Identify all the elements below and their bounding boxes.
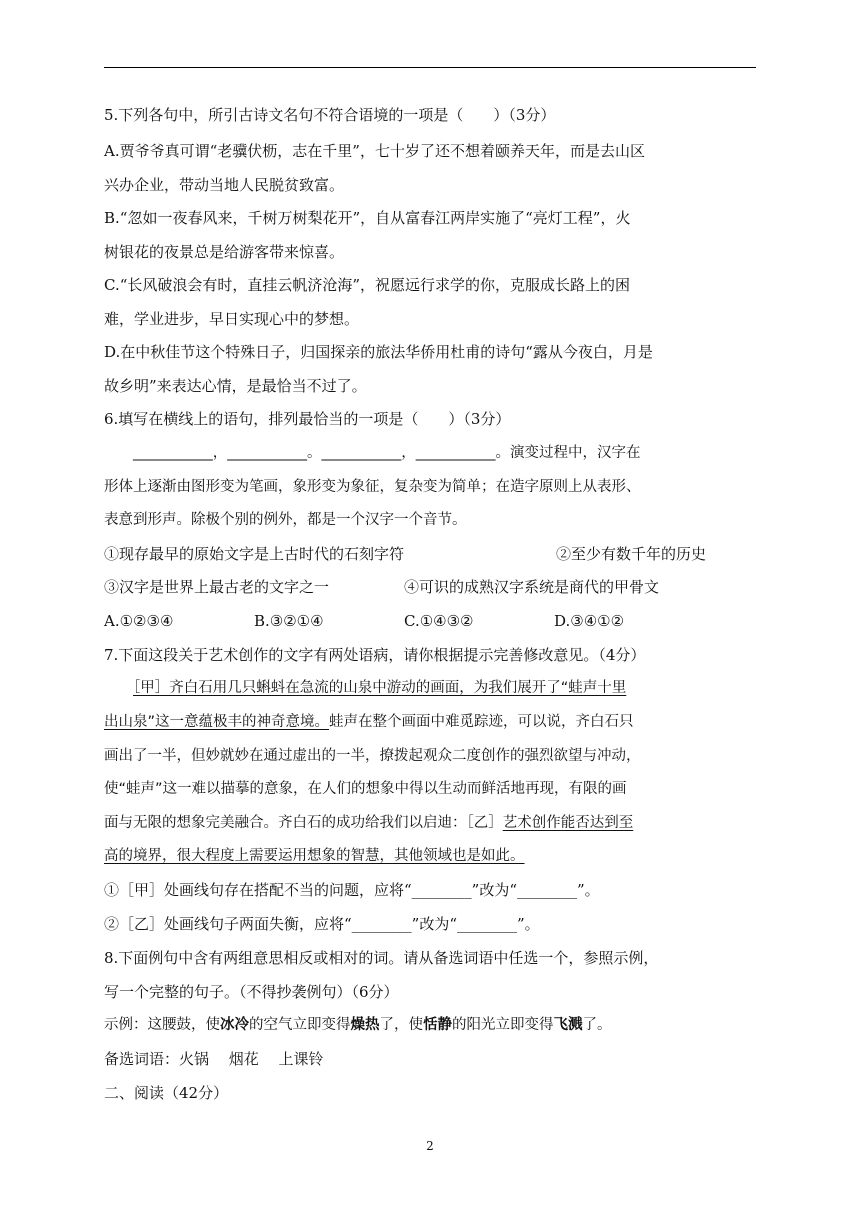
q5-option-c-line1: C.“长风破浪会有时，直挂云帆济沧海”，祝愿远行求学的你，克服成长路上的困 bbox=[104, 276, 631, 294]
q6-item-4: ④可识的成熟汉字系统是商代的甲骨文 bbox=[404, 578, 660, 596]
q5-option-b-line1: B.“忽如一夜春风来，千树万树梨花开”，自从富春江两岸实施了“亮灯工程”，火 bbox=[104, 209, 631, 227]
q7-answer-1: ①［甲］处画线句存在搭配不当的问题，应将“________”改为“________”。 bbox=[104, 881, 600, 899]
q8-example bbox=[104, 1015, 612, 1035]
example-text: 示例：这腰鼓，使 bbox=[104, 1017, 220, 1033]
q6-option-c: C.①④③② bbox=[404, 612, 474, 630]
underlined-sentence-jia-cont: 出山泉”这一意蕴极丰的神奇意境。 bbox=[104, 714, 330, 730]
q6-item-3: ③汉字是世界上最古老的文字之一 bbox=[104, 578, 330, 596]
q8-stem-line2: 写一个完整的句子。（不得抄袭例句）（6分） bbox=[104, 983, 399, 1001]
page-number: 2 bbox=[426, 1139, 434, 1153]
q7-passage-line2 bbox=[104, 712, 634, 732]
passage-text: 蛙声在整个画面中难觅踪迹，可以说，齐白石只 bbox=[329, 714, 634, 730]
section-heading-reading: 二、阅读（42分） bbox=[104, 1084, 229, 1102]
example-text: 的阳光立即变得 bbox=[452, 1017, 554, 1033]
example-text: 的空气立即变得 bbox=[249, 1017, 351, 1033]
q5-option-a-line2: 兴办企业，带动当地人民脱贫致富。 bbox=[104, 176, 345, 194]
passage-text: 面与无限的想象完美融合。齐白石的成功给我们以启迪：［乙］ bbox=[104, 815, 503, 831]
bold-word: 恬静 bbox=[423, 1017, 452, 1033]
indent bbox=[104, 680, 133, 696]
q7-passage-line6 bbox=[104, 846, 525, 866]
underlined-sentence-yi-cont: 高的境界，很大程度上需要运用想象的智慧，其他领域也是如此。 bbox=[104, 848, 525, 864]
q6-item-1: ①现存最早的原始文字是上古时代的石刻字符 bbox=[104, 545, 405, 563]
q6-passage-line2: 形体上逐渐由图形变为笔画，象形变为象征，复杂变为简单；在造字原则上从表形、 bbox=[104, 479, 641, 495]
q5-option-c-line2: 难，学业进步，早日实现心中的梦想。 bbox=[104, 310, 360, 328]
example-text: 了，使 bbox=[379, 1017, 423, 1033]
q5-option-d-line1: D.在中秋佳节这个特殊日子，归国探亲的旅法华侨用杜甫的诗句“露从今夜白，月是 bbox=[104, 343, 653, 361]
header-rule bbox=[104, 67, 756, 68]
bold-word: 冰冷 bbox=[220, 1017, 249, 1033]
q7-passage-line5 bbox=[104, 813, 633, 833]
q7-passage-line3: 画出了一半，但妙就妙在通过虚出的一半，撩拨起观众二度创作的强烈欲望与冲动， bbox=[104, 748, 641, 764]
q6-item-2: ②至少有数千年的历史 bbox=[556, 545, 707, 563]
q6-stem: 6.填写在横线上的语句，排列最恰当的一项是（ ）（3分） bbox=[104, 410, 511, 428]
q5-option-d-line2: 故乡明”来表达心情，是最恰当不过了。 bbox=[104, 377, 367, 395]
q6-passage-line3: 表意到形声。除极个别的例外，都是一个汉字一个音节。 bbox=[104, 512, 467, 528]
q5-option-b-line2: 树银花的夜景总是给游客带来惊喜。 bbox=[104, 243, 345, 261]
q7-passage-line1 bbox=[104, 678, 626, 698]
q6-option-d: D.③④①② bbox=[554, 612, 625, 630]
bold-word: 燥热 bbox=[350, 1017, 380, 1033]
q7-answer-2: ②［乙］处画线句子两面失衡，应将“________”改为“________”。 bbox=[104, 915, 540, 933]
q8-stem-line1: 8.下面例句中含有两组意思相反或相对的词。请从备选词语中任选一个，参照示例， bbox=[104, 949, 659, 967]
q7-passage-line4: 使“蛙声”这一难以描摹的意象，在人们的想象中得以生动而鲜活地再现，有限的画 bbox=[104, 781, 627, 797]
example-text: 了。 bbox=[582, 1017, 612, 1033]
q8-word-choices: 备选词语：火锅 烟花 上课铃 bbox=[104, 1050, 324, 1068]
bold-word: 飞溅 bbox=[553, 1017, 583, 1033]
q5-option-a-line1: A.贾爷爷真可谓“老骥伏枥，志在千里”，七十岁了还不想着颐养天年，而是去山区 bbox=[104, 142, 645, 160]
q7-stem: 7.下面这段关于艺术创作的文字有两处语病，请你根据提示完善修改意见。（4分） bbox=[104, 646, 646, 664]
underlined-sentence-jia: ［甲］齐白石用几只蝌蚪在急流的山泉中游动的画面，为我们展开了“蛙声十里 bbox=[133, 680, 627, 696]
underlined-sentence-yi: 艺术创作能否达到至 bbox=[502, 815, 634, 831]
q6-passage-line1: ___________，___________。___________，___________。演变过程中，汉字在 bbox=[104, 445, 641, 461]
q6-option-a: A.①②③④ bbox=[104, 612, 174, 630]
q5-stem: 5.下列各句中，所引古诗文名句不符合语境的一项是（ ）（3分） bbox=[104, 106, 556, 124]
q6-option-b: B.③②①④ bbox=[254, 612, 324, 630]
